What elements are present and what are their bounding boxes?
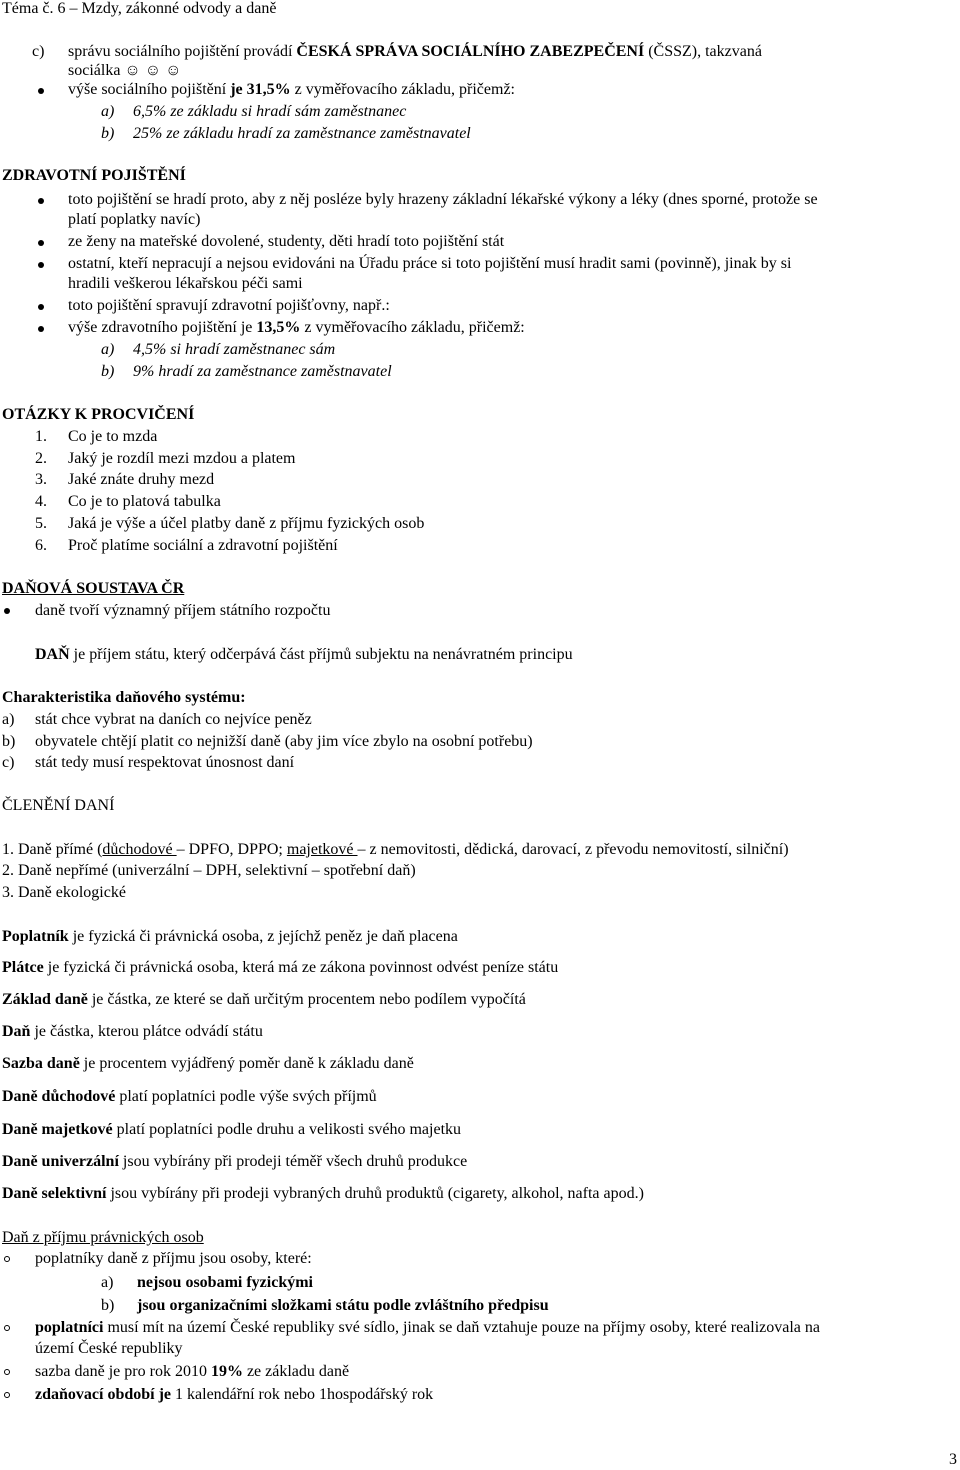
bullet-icon — [4, 1369, 10, 1375]
social-c-line2: sociálka ☺ ☺ ☺ — [68, 62, 182, 79]
bullet-icon — [38, 198, 44, 204]
bullet-icon — [38, 262, 44, 268]
bullet-icon — [4, 1325, 10, 1331]
division-item2: 2. Daně nepřímé (univerzální – DPH, selektivní – spotřební daň) — [2, 862, 416, 879]
char-label: c) — [2, 754, 15, 771]
division-item3: 3. Daně ekologické — [2, 884, 126, 901]
health-item5: výše zdravotního pojištění je 13,5% z vyměřovacího základu, přičemž: — [68, 319, 525, 336]
corporate-b1: poplatníky daně z příjmu jsou osoby, které: — [35, 1250, 312, 1267]
social-c-label: c) — [32, 43, 45, 60]
health-a-label: a) — [101, 341, 115, 358]
definition-row: Sazba daně je procentem vyjádřený poměr daně k základu daně — [2, 1055, 414, 1072]
health-item1-line1: toto pojištění se hradí proto, aby z něj posléze byly hrazeny základní lékařské výkony a léky (dnes sporné, protože se — [68, 191, 818, 208]
definition-row: Základ daně je částka, ze které se daň určitým procentem nebo podílem vypočítá — [2, 991, 526, 1008]
social-a-text: 6,5% ze základu si hradí sám zaměstnanec — [133, 103, 407, 120]
bullet-icon — [38, 326, 44, 332]
social-a-label: a) — [101, 103, 115, 120]
question-text: Co je to mzda — [68, 428, 158, 445]
health-item3-line1: ostatní, kteří nepracují a nejsou evidováni na Úřadu práce si toto pojištění musí hradit sami (povinně), jinak by si — [68, 255, 792, 272]
definition-row: Poplatník je fyzická či právnická osoba, z jejíchž peněz je daň placena — [2, 928, 458, 945]
char-text: stát chce vybrat na daních co nejvíce peněz — [35, 711, 312, 728]
question-text: Proč platíme sociální a zdravotní pojištění — [68, 537, 338, 554]
corporate-heading: Daň z příjmu právnických osob — [2, 1229, 204, 1246]
health-item4: toto pojištění spravují zdravotní pojišťovny, např.: — [68, 297, 390, 314]
social-b-text: 25% ze základu hradí za zaměstnance zaměstnavatel — [133, 125, 471, 142]
question-text: Co je to platová tabulka — [68, 493, 221, 510]
bullet-icon — [38, 240, 44, 246]
definition-row: Daně univerzální jsou vybírány při prodeji téměř všech druhů produkce — [2, 1153, 468, 1170]
bullet-icon — [4, 608, 10, 614]
health-b-text: 9% hradí za zaměstnance zaměstnavatel — [133, 363, 392, 380]
bullet-icon — [4, 1256, 10, 1262]
corporate-b3: sazba daně je pro rok 2010 19% ze základu daně — [35, 1363, 350, 1380]
division-heading: ČLENĚNÍ DANÍ — [2, 797, 115, 814]
topic-header: Téma č. 6 – Mzdy, zákonné odvody a daně — [2, 0, 277, 17]
question-text: Jaká je výše a účel platby daně z příjmu fyzických osob — [68, 515, 425, 532]
question-number: 1. — [35, 428, 47, 445]
question-number: 6. — [35, 537, 47, 554]
social-b-label: b) — [101, 125, 115, 142]
definition-row: Daň je částka, kterou plátce odvádí státu — [2, 1023, 263, 1040]
corporate-b2-line1: poplatníci musí mít na území České republiky své sídlo, jinak se daň vztahuje pouze na příjmy osoby, které realizovala na — [35, 1319, 821, 1336]
question-number: 4. — [35, 493, 47, 510]
health-heading: ZDRAVOTNÍ POJIŠTĚNÍ — [2, 167, 186, 184]
questions-heading: OTÁZKY K PROCVIČENÍ — [2, 406, 195, 423]
corporate-b1-a-label: a) — [101, 1274, 114, 1291]
definition-row: Daně majetkové platí poplatníci podle druhu a velikosti svého majetku — [2, 1121, 462, 1138]
health-item2: ze ženy na mateřské dovolené, studenty, děti hradí toto pojištění stát — [68, 233, 505, 250]
char-label: b) — [2, 733, 16, 750]
tax-heading: DAŇOVÁ SOUSTAVA ČR — [2, 580, 185, 597]
corporate-b2-line2: území České republiky — [35, 1340, 183, 1357]
char-label: a) — [2, 711, 15, 728]
health-item1-line2: platí poplatky navíc) — [68, 211, 201, 228]
char-text: stát tedy musí respektovat únosnost daní — [35, 754, 295, 771]
division-item1: 1. Daně přímé (důchodové – DPFO, DPPO; majetkové – z nemovitosti, dědická, darovací, z převodu nemovitostí, silniční) — [2, 841, 789, 858]
health-b-label: b) — [101, 363, 115, 380]
bullet-icon — [38, 88, 44, 94]
question-number: 5. — [35, 515, 47, 532]
social-rate: výše sociálního pojištění je 31,5% z vyměřovacího základu, přičemž: — [68, 81, 515, 98]
question-text: Jaké znáte druhy mezd — [68, 471, 215, 488]
bullet-icon — [4, 1392, 10, 1398]
social-c-line1: správu sociálního pojištění provádí ČESKÁ SPRÁVA SOCIÁLNÍHO ZABEZPEČENÍ (ČSSZ), takzvaná — [68, 43, 762, 60]
health-item3-line2: hradili veškerou lékařskou péči sami — [68, 275, 303, 292]
corporate-b1-a: nejsou osobami fyzickými — [137, 1274, 313, 1291]
health-a-text: 4,5% si hradí zaměstnanec sám — [133, 341, 336, 358]
bullet-icon — [38, 304, 44, 310]
question-number: 3. — [35, 471, 47, 488]
tax-definition: DAŇ je příjem státu, který odčerpává část příjmů subjektu na nenávratném principu — [35, 646, 573, 663]
page-number: 3 — [949, 1451, 957, 1468]
corporate-b1-b: jsou organizačními složkami státu podle zvláštního předpisu — [137, 1297, 549, 1314]
question-text: Jaký je rozdíl mezi mzdou a platem — [68, 450, 296, 467]
definition-row: Daně selektivní jsou vybírány při prodeji vybraných druhů produktů (cigarety, alkohol, nafta apod.) — [2, 1185, 644, 1202]
definition-row: Plátce je fyzická či právnická osoba, která má ze zákona povinnost odvést peníze státu — [2, 959, 559, 976]
characteristics-heading: Charakteristika daňového systému: — [2, 689, 246, 706]
corporate-b4: zdaňovací období je 1 kalendářní rok nebo 1hospodářský rok — [35, 1386, 434, 1403]
corporate-b1-b-label: b) — [101, 1297, 115, 1314]
definition-row: Daně důchodové platí poplatníci podle výše svých příjmů — [2, 1088, 377, 1105]
char-text: obyvatele chtějí platit co nejnižší daně (aby jim více zbylo na osobní potřebu) — [35, 733, 533, 750]
tax-bullet1: daně tvoří významný příjem státního rozpočtu — [35, 602, 331, 619]
question-number: 2. — [35, 450, 47, 467]
